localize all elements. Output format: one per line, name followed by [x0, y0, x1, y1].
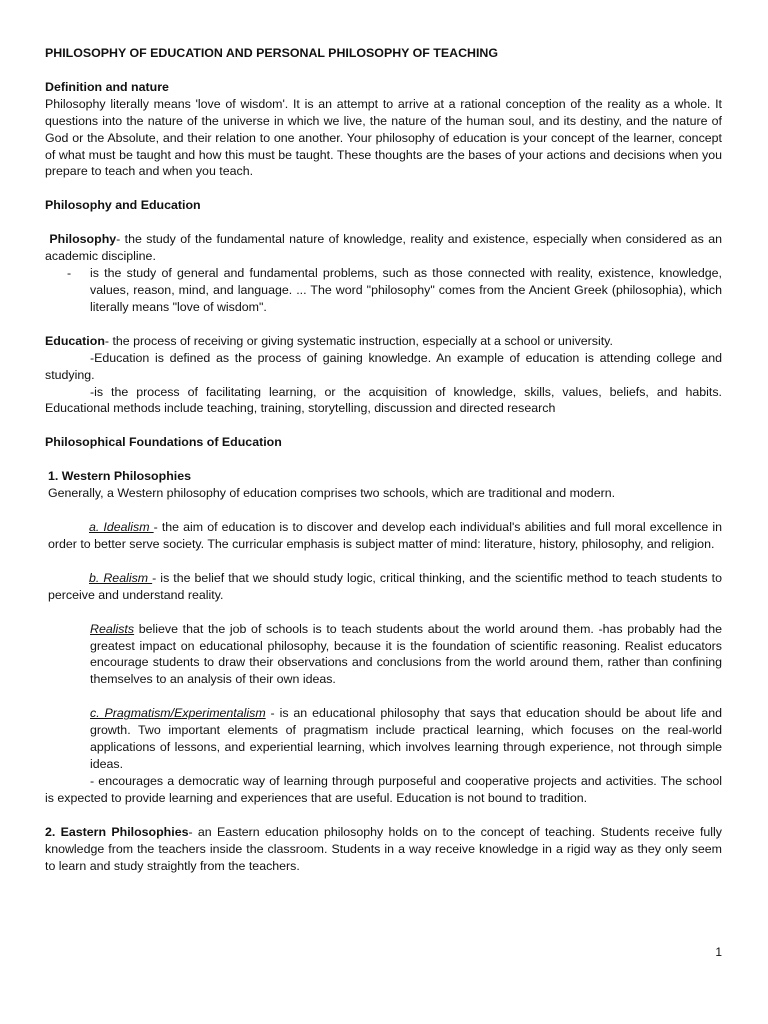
- page-number: 1: [715, 945, 722, 959]
- western-heading: 1. Western Philosophies: [48, 469, 191, 484]
- eastern-paragraph: [45, 824, 722, 875]
- realism-label: b. Realism: [89, 570, 153, 585]
- pragmatism-text: - is an educational philosophy that says that education should be about life and growth. Two important elements of pragmatism include practical learning, which focuses on the real-world applications of lessons, and experiential learning, which involves learning through experience, not through simple ideas.: [90, 706, 722, 771]
- realists-paragraph: [45, 621, 722, 689]
- eastern-text: - an Eastern education philosophy holds on to the concept of teaching. Students receive fully knowledge from the teachers inside the classroom. Students in a way receive knowledge in a rigid way as they only seem to learn and study straightly from the teachers.: [45, 824, 722, 873]
- education-line-2: -Education is defined as the process of gaining knowledge. An example of education is attending college and studying.: [45, 350, 722, 382]
- idealism-paragraph: [45, 519, 722, 553]
- philosophy-term: Philosophy: [49, 232, 117, 247]
- education-line-3: -is the process of facilitating learning, or the acquisition of knowledge, skills, values, beliefs, and habits. Educational methods include teaching, training, storytelling, discussion and directed research: [45, 384, 722, 416]
- definition-paragraph: Philosophy literally means 'love of wisdom'. It is an attempt to arrive at a rational conception of the reality as a whole. It questions into the nature of the universe in which we live, the nature of the human soul, and its destiny, and the nature of God or the Absolute, and their relation to one another. Your philosophy of education is your concept of the learner, concept of what must be taught and how this must be taught. These thoughts are the bases of your actions and decisions when you prepare to teach and when you teach.: [45, 96, 722, 179]
- philosophy-education-heading: Philosophy and Education: [45, 198, 201, 213]
- document-title: PHILOSOPHY OF EDUCATION AND PERSONAL PHILOSOPHY OF TEACHING: [45, 46, 498, 60]
- philosophy-def-text: - the study of the fundamental nature of knowledge, reality and existence, especially when considered as an academic discipline.: [45, 232, 722, 264]
- education-term: Education: [45, 333, 105, 348]
- education-definition: [45, 333, 722, 350]
- definition-heading: Definition and nature: [45, 79, 169, 94]
- idealism-text: - the aim of education is to discover and develop each individual's abilities and full moral excellence in order to better serve society. The curricular emphasis is subject matter of mind: literature, history, philosophy, and religion.: [48, 520, 722, 551]
- idealism-label: a. Idealism: [89, 520, 154, 535]
- realists-text: believe that the job of schools is to teach students about the world around them. -has probably had the greatest impact on educational philosophy, because it is the foundation of scientific reasoning. Realist educators encourage students to draw their observations and conclusions from the world around them, rather than confining themselves to an analysis of their own ideas.: [90, 621, 722, 687]
- eastern-term: 2. Eastern Philosophies: [45, 824, 189, 839]
- western-intro: Generally, a Western philosophy of education comprises two schools, which are traditional and modern.: [48, 486, 616, 501]
- realists-label: Realists: [90, 621, 135, 636]
- realism-paragraph: [45, 570, 722, 604]
- pragmatism-label: c. Pragmatism/Experimentalism: [90, 706, 266, 721]
- pragmatism-line-2: - encourages a democratic way of learning through purposeful and cooperative projects and activities. The school is expected to provide learning and experiences that are useful. Education is not bound to tradition.: [45, 773, 722, 805]
- realism-text: - is the belief that we should study logic, critical thinking, and the scientific method to teach students to perceive and understand reality.: [48, 570, 722, 602]
- philosophy-bullet: [45, 265, 722, 316]
- philosophy-definition: [45, 231, 722, 265]
- bullet-dash: -: [67, 266, 72, 281]
- pragmatism-paragraph: [45, 705, 722, 773]
- foundations-heading: Philosophical Foundations of Education: [45, 435, 282, 450]
- bullet-text: is the study of general and fundamental problems, such as those connected with reality, existence, knowledge, values, reason, mind, and language. ... The word "philosophy" comes from the Ancient Greek (philosophia), which literally means "love of wisdom".: [90, 266, 722, 314]
- education-def-text: - the process of receiving or giving systematic instruction, especially at a school or university.: [104, 333, 613, 348]
